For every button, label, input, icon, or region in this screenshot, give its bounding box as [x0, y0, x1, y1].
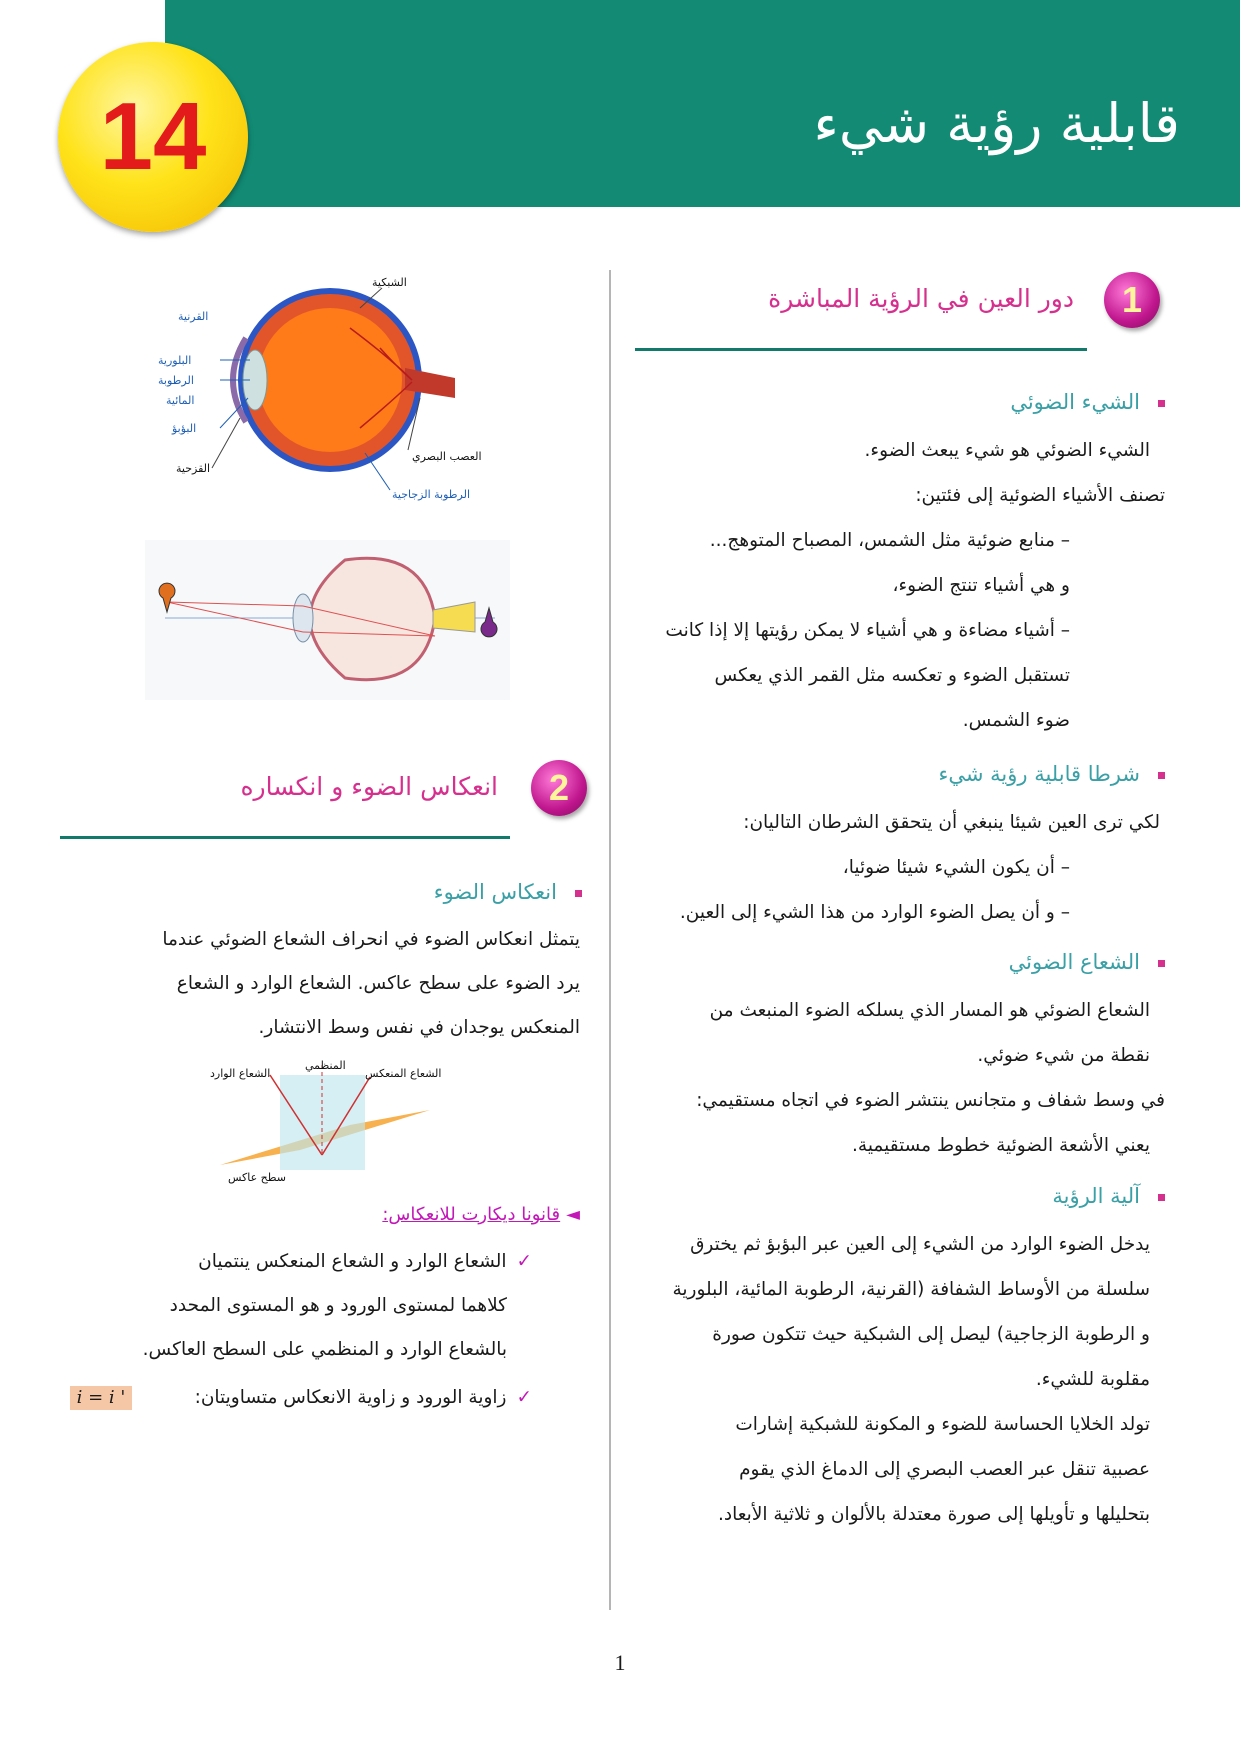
reflection-diagram: [200, 1055, 460, 1185]
subheading-luminous-object: الشيء الضوئي: [715, 390, 1165, 414]
label-reflected-ray: الشعاع المنعكس: [365, 1067, 442, 1080]
bullet-square-icon: [1158, 772, 1165, 779]
section1-title: دور العين في الرؤية المباشرة: [768, 284, 1074, 313]
vision-mechanism-text: يدخل الضوء الوارد من الشيء إلى العين عبر البؤبؤ ثم يخترق سلسلة من الأوساط الشفافة (القرنية، الرطوبة المائية، البلورية و الرطوبة الزجاجية) ليصل إلى الشبكية حيث تتكون صورة مقلوبة للشيء. تولد الخلايا الحساسة للضوء و المكونة للشبكية إشارات عصبية تنقل عبر العصب البصري إلى الدماغ الذي يقوم بتحليلها و تأويلها إلى صورة معتدلة بالألوان و ثلاثية الأبعاد.: [672, 1234, 1150, 1525]
reflection-text: يتمثل انعكاس الضوء في انحراف الشعاع الضوئي عندما يرد الضوء على سطح عاكس. الشعاع الوارد و الشعاع المنعكس يوجدان في نفس وسط الانتشار.: [162, 929, 580, 1038]
eye-anatomy-diagram: [150, 268, 520, 508]
luminous-object-text: الشيء الضوئي هو شيء يبعث الضوء. تصنف الأشياء الضوئية إلى فئتين: – منابع ضوئية مثل الشمس، المصباح المتوهج... و هي أشياء تنتج الضوء، – أشياء مضاءة و هي أشياء لا يمكن رؤيتها إلا إذا كانت تستقبل الضوء و تعكسه مثل القمر الذي يعكس ضوء الشمس.: [665, 440, 1165, 731]
label-retina: الشبكية: [372, 276, 407, 289]
label-pupil: البؤبؤ: [172, 422, 197, 435]
bullet-square-icon: [1158, 1194, 1165, 1201]
label-cornea: القرنية: [178, 310, 209, 323]
bullet-square-icon: [575, 890, 582, 897]
page-number: 1: [614, 1650, 626, 1675]
visibility-conditions-text: لكي ترى العين شيئا ينبغي أن يتحقق الشرطان التاليان: – أن يكون الشيء شيئا ضوئيا، – و أن يصل الضوء الوارد من هذا الشيء إلى العين.: [679, 812, 1160, 923]
subheading-visibility-conditions: شرطا قابلية رؤية شيء: [715, 762, 1165, 786]
label-incident-ray: الشعاع الوارد: [210, 1067, 271, 1080]
bullet-square-icon: [1158, 960, 1165, 967]
section1-rule: [635, 348, 1087, 351]
leader-line: [212, 418, 240, 468]
descartes-laws-heading: ◄قانونا ديكارت للانعكاس:: [382, 1204, 580, 1225]
label-vitreous: الرطوبة الزجاجية: [392, 488, 471, 501]
subheading-vision-mechanism: آلية الرؤية: [715, 1184, 1165, 1208]
lesson-number: 14: [99, 83, 207, 190]
section2-rule: [60, 836, 510, 839]
bullet-square-icon: [1158, 400, 1165, 407]
label-reflecting-surface: سطح عاكس: [228, 1171, 287, 1184]
triangle-pointer-icon: ◄: [566, 1204, 580, 1225]
reflection-angle-formula: i = i ': [70, 1386, 132, 1410]
label-optic-nerve: العصب البصري: [412, 450, 482, 463]
lesson-number-badge: [58, 42, 248, 232]
section2-title: انعكاس الضوء و انكساره: [240, 772, 498, 801]
label-normal: المنظمي: [305, 1059, 346, 1072]
descartes-law-1: ✓الشعاع الوارد و الشعاع المنعكس ينتميان كلاهما لمستوى الورود و هو المستوى المحدد بالشعاع الوارد و المنظمي على السطح العاكس.: [142, 1251, 532, 1360]
light-ray-text: الشعاع الضوئي هو المسار الذي يسلكه الضوء المنبعث من نقطة من شيء ضوئي. في وسط شفاف و متجانس ينتشر الضوء في اتجاه مستقيمي: يعني الأشعة الضوئية خطوط مستقيمية.: [696, 1000, 1165, 1156]
label-iris: القزحية: [176, 462, 211, 475]
label-aqueous-1: الرطوبة: [158, 374, 194, 387]
eye-image-formation-diagram: [145, 540, 510, 700]
check-mark-icon: ✓: [516, 1251, 532, 1272]
label-aqueous-2: المائية: [166, 394, 195, 407]
label-lens: البلورية: [158, 354, 192, 367]
section1-number: 1: [1104, 272, 1160, 328]
lens-shape: [293, 594, 313, 642]
eyeball-shape: [310, 558, 435, 679]
vitreous-shape: [258, 308, 402, 452]
subheading-reflection: انعكاس الضوء: [222, 880, 582, 904]
section2-number: 2: [531, 760, 587, 816]
descartes-law-2: ✓زاوية الورود و زاوية الانعكاس متساويتان:: [194, 1387, 532, 1408]
check-mark-icon: ✓: [516, 1387, 532, 1408]
subheading-light-ray: الشعاع الضوئي: [715, 950, 1165, 974]
page-title: قابلية رؤية شيء: [813, 92, 1180, 155]
header-banner: [165, 0, 1240, 207]
